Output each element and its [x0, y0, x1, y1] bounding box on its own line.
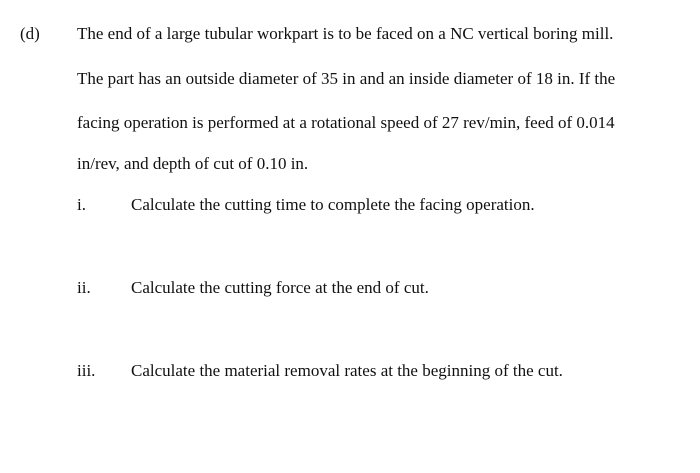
question-line-4: in/rev, and depth of cut of 0.10 in. [77, 154, 309, 173]
subpart-number-iii: iii. [77, 361, 96, 380]
subpart-text-ii: Calculate the cutting force at the end of cut. [131, 278, 429, 297]
subpart-text-i: Calculate the cutting time to complete the facing operation. [131, 195, 535, 214]
question-line-1: The end of a large tubular workpart is to be faced on a NC vertical boring mill. [77, 24, 614, 43]
question-label: (d) [20, 24, 40, 43]
subpart-number-ii: ii. [77, 278, 91, 297]
subpart-number-i: i. [77, 195, 86, 214]
question-line-2: The part has an outside diameter of 35 in and an inside diameter of 18 in. If the [77, 69, 616, 88]
subpart-text-iii: Calculate the material removal rates at the beginning of the cut. [131, 361, 563, 380]
question-line-3: facing operation is performed at a rotational speed of 27 rev/min, feed of 0.014 [77, 113, 615, 132]
